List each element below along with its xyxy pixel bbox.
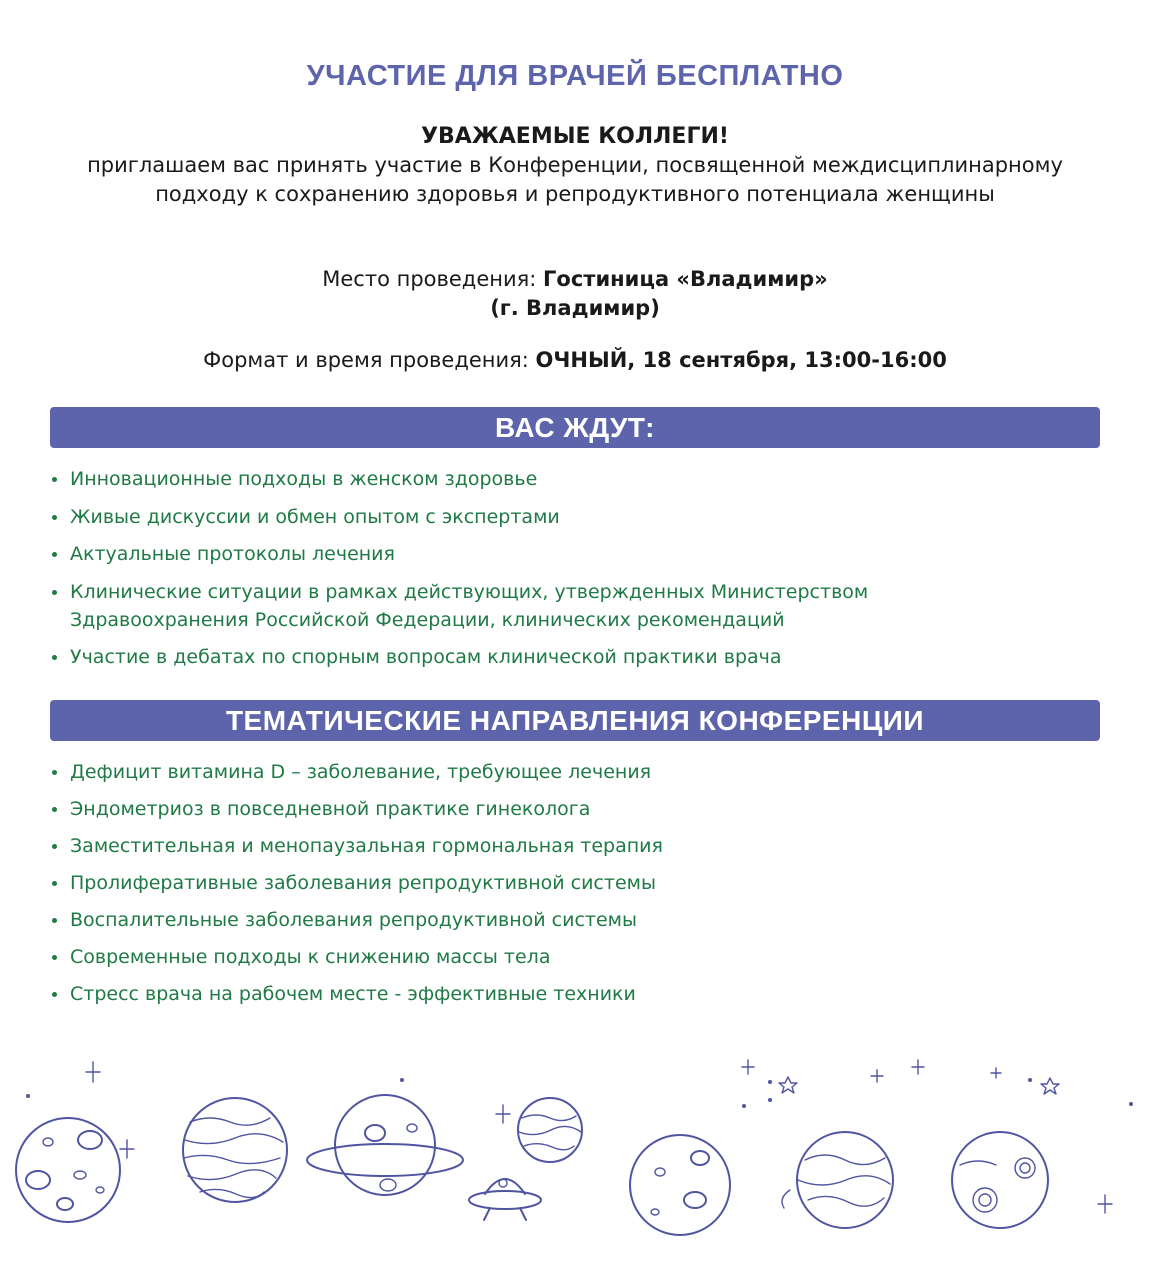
venue-label: Место проведения:	[322, 267, 544, 291]
bullet-icon	[52, 844, 57, 849]
ufo-icon	[469, 1179, 541, 1220]
list-item: Современные подходы к снижению массы тела	[50, 943, 1110, 971]
star-icon	[779, 1077, 1059, 1094]
venue-block	[0, 265, 1150, 323]
space-illustration	[0, 1040, 1150, 1270]
list-item: Участие в дебатах по спорным вопросам клинической практики врача	[50, 643, 1110, 671]
venue-name: Гостиница «Владимир»	[543, 267, 828, 291]
list-item: Клинические ситуации в рамках действующих, утвержденных Министерством Здравоохранения Российской Федерации, клинических рекомендаций	[50, 578, 1110, 634]
bullet-icon	[52, 590, 57, 595]
bullet-icon	[52, 515, 57, 520]
planet-icon	[782, 1132, 893, 1228]
planet-icon	[16, 1118, 120, 1222]
format-value: ОЧНЫЙ, 18 сентября, 13:00-16:00	[535, 348, 947, 372]
list-item: Эндометриоз в повседневной практике гинеколога	[50, 795, 1110, 823]
list-item: Актуальные протоколы лечения	[50, 540, 1110, 568]
list-item: Воспалительные заболевания репродуктивной системы	[50, 906, 1110, 934]
topics-list	[50, 758, 1110, 1008]
planet-icon	[952, 1132, 1048, 1228]
planet-icon	[518, 1098, 582, 1162]
bullet-icon	[52, 881, 57, 886]
bullet-icon	[52, 918, 57, 923]
topics-banner: ТЕМАТИЧЕСКИЕ НАПРАВЛЕНИЯ КОНФЕРЕНЦИИ	[50, 700, 1100, 741]
ringed-planet-icon	[307, 1095, 463, 1195]
intro-text: приглашаем вас принять участие в Конференции, посвященной междисциплинарному подходу к сохранению здоровья и репродуктивного потенциала женщины	[87, 153, 1063, 206]
expect-list	[50, 465, 1110, 671]
page-title: УЧАСТИЕ ДЛЯ ВРАЧЕЙ БЕСПЛАТНО	[306, 60, 844, 92]
list-item: Пролиферативные заболевания репродуктивной системы	[50, 869, 1110, 897]
bullet-icon	[52, 552, 57, 557]
format-label: Формат и время проведения:	[203, 348, 536, 372]
list-item: Заместительная и менопаузальная гормональная терапия	[50, 832, 1110, 860]
list-item: Живые дискуссии и обмен опытом с экспертами	[50, 503, 1110, 531]
format-block	[0, 346, 1150, 375]
bullet-icon	[52, 477, 57, 482]
bullet-icon	[52, 955, 57, 960]
intro-block	[60, 122, 1090, 209]
expect-banner: ВАС ЖДУТ:	[50, 407, 1100, 448]
list-item: Инновационные подходы в женском здоровье	[50, 465, 1110, 493]
bullet-icon	[52, 655, 57, 660]
bullet-icon	[52, 770, 57, 775]
planet-icon	[630, 1135, 730, 1235]
greeting: УВАЖАЕМЫЕ КОЛЛЕГИ!	[421, 124, 729, 149]
planet-icon	[183, 1098, 287, 1202]
dot-icon	[26, 1078, 1133, 1108]
bullet-icon	[52, 807, 57, 812]
list-item: Дефицит витамина D – заболевание, требующее лечения	[50, 758, 1110, 786]
venue-city: (г. Владимир)	[490, 296, 660, 320]
list-item: Стресс врача на рабочем месте - эффективные техники	[50, 980, 1110, 1008]
bullet-icon	[52, 992, 57, 997]
